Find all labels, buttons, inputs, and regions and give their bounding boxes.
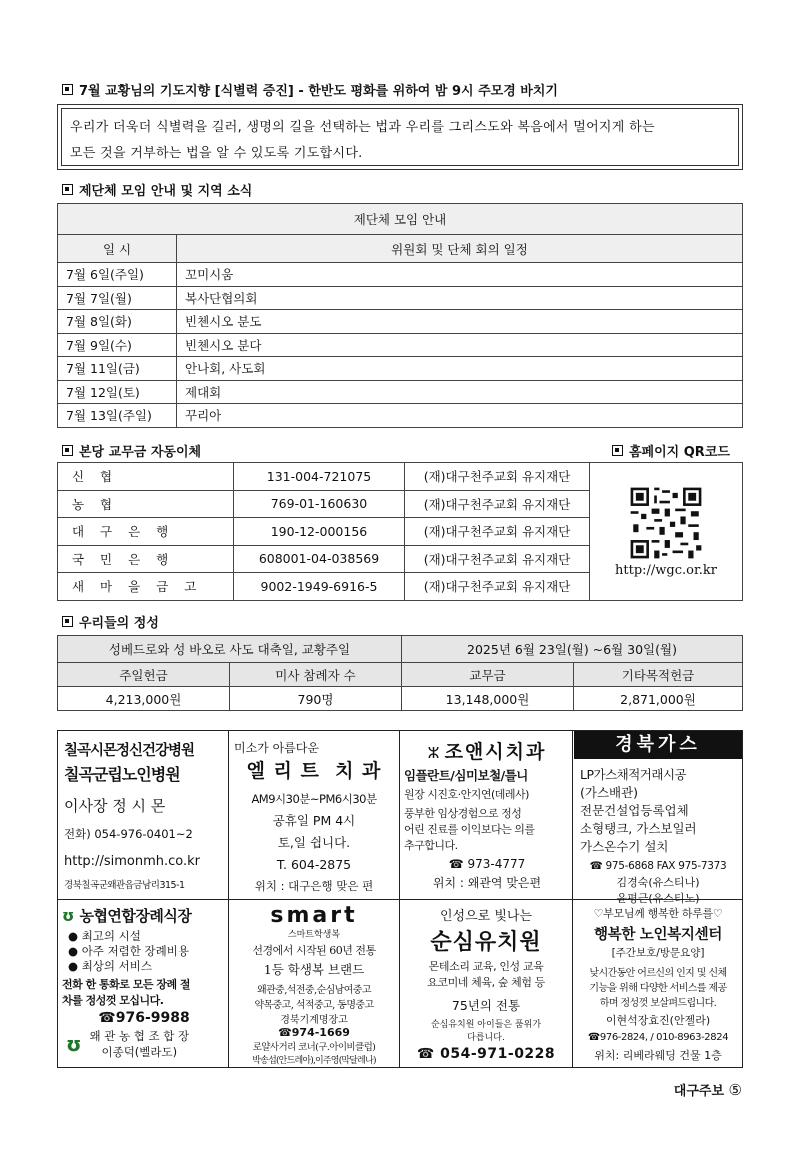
joanne-services: 임플란트/심미보철/틀니 <box>404 768 528 783</box>
account-number: 190-12-000156 <box>234 518 405 546</box>
square-bullet-icon <box>62 445 73 456</box>
smart-line-5: 경북기계명장고 <box>280 1015 348 1026</box>
table-row <box>58 357 743 381</box>
gas-person-2: 윤평근(유스티노) <box>616 892 700 905</box>
page-number: ⑤ <box>728 1081 742 1099</box>
meetings-heading-text: 제단체 모임 안내 및 지역 소식 <box>79 184 253 199</box>
gas-line-1: LP가스채적거래시공 <box>580 767 687 782</box>
list-item <box>68 959 226 974</box>
account-number: 608001-04-038569 <box>234 545 405 573</box>
account-holder: (재)대구천주교회 유지재단 <box>405 518 590 546</box>
nonghyup-logo-icon: ʊ <box>66 1032 82 1056</box>
kinder-line-4: 순심유치원 아이들은 품위가 <box>430 1020 542 1030</box>
bank-name: 새 마 을 금 고 <box>58 573 234 601</box>
page-footer <box>674 1080 742 1099</box>
gas-line-5: 가스온수기 설치 <box>580 839 669 854</box>
account-holder: (재)대구천주교회 유지재단 <box>405 545 590 573</box>
elder-desc-3: 하며 정성껏 보살펴드립니다. <box>599 998 717 1009</box>
table-row <box>58 333 743 357</box>
offerings-title-right: 2025년 6월 23일(월) ~6월 30일(월) <box>402 636 743 663</box>
elite-hours: AM9시30분~PM6시30분 <box>251 792 377 806</box>
offerings-table <box>57 635 743 711</box>
meeting-event: 제대회 <box>177 380 743 404</box>
footer-label: 대구주보 <box>673 1084 725 1099</box>
kinder-line-2: 요코미네 체육, 숲 체험 등 <box>427 976 545 989</box>
offering-value: 4,213,000원 <box>58 687 230 711</box>
kinder-tel: ☎ 054-971-0228 <box>416 1046 556 1062</box>
account-holder: (재)대구천주교회 유지재단 <box>405 490 590 518</box>
kinder-line-1: 몬테소리 교육, 인성 교육 <box>428 960 544 973</box>
joanne-tel: ☎ 973-4777 <box>448 857 526 871</box>
smart-line-6: 로얄사거리 코너(구.아이비클럽) <box>252 1042 376 1053</box>
hospital-phone: 전화) 054-976-0401~2 <box>64 827 193 841</box>
joanne-name: 조앤시치과 <box>444 741 547 763</box>
meeting-date: 7월 7일(월) <box>58 286 177 310</box>
prayer-heading <box>62 80 558 99</box>
tooth-icon: ⵣ <box>427 744 440 762</box>
bank-name: 국 민 은 행 <box>58 545 234 573</box>
elite-tel: T. 604-2875 <box>276 857 352 872</box>
account-holder: (재)대구천주교회 유지재단 <box>405 463 590 491</box>
table-row <box>58 310 743 334</box>
qr-url[interactable]: http://wgc.or.kr <box>615 562 717 578</box>
ad-joanne-dental <box>404 737 570 895</box>
gas-line-4: 소형탱크, 가스보일러 <box>580 821 697 836</box>
col-date-header: 일 시 <box>58 235 177 263</box>
hospital-director: 이사장 정 시 몬 <box>64 797 166 815</box>
joanne-doctors: 원장 시진호·안지연(데레사) <box>404 788 529 801</box>
table-row <box>58 286 743 310</box>
smart-line-1: 선경에서 시작된 60년 전통 <box>252 944 376 957</box>
smart-line-4: 약목중고, 석적중고, 동명중고 <box>254 1000 374 1011</box>
meetings-table <box>57 203 743 428</box>
meeting-date: 7월 13일(주일) <box>58 404 177 428</box>
bank-name: 대 구 은 행 <box>58 518 234 546</box>
funeral-benefit: 아주 저렴한 장례비용 <box>81 944 189 958</box>
gas-name: 경북가스 <box>574 731 742 759</box>
ad-kindergarten <box>402 905 570 1065</box>
bullet-icon: ● <box>68 944 79 958</box>
smart-line-7: 박송섭(안드레아),이주영(막달레나) <box>252 1056 376 1066</box>
hospital-name-1: 칠곡시몬정신건강병원 <box>64 742 195 759</box>
gas-line-3: 전문건설업등록업체 <box>580 803 689 818</box>
offering-header: 미사 참례자 수 <box>230 663 402 687</box>
elite-location: 위치 : 대구은행 맞은 편 <box>254 879 374 893</box>
list-item <box>68 944 226 959</box>
account-number: 131-004-721075 <box>234 463 405 491</box>
ad-funeral <box>62 905 226 1065</box>
elder-tel: ☎976-2824, / 010-8963-2824 <box>587 1032 729 1043</box>
smart-subtitle: 스마트학생복 <box>287 930 341 940</box>
kinder-name: 순심유치원 <box>430 930 542 955</box>
meeting-date: 7월 11일(금) <box>58 357 177 381</box>
offering-header: 기타목적헌금 <box>574 663 743 687</box>
meeting-date: 7월 8일(화) <box>58 310 177 334</box>
elder-location: 위치: 리베라웨딩 건물 1층 <box>594 1049 722 1062</box>
hospital-web[interactable]: http://simonmh.co.kr <box>64 854 200 869</box>
account-number: 769-01-160630 <box>234 490 405 518</box>
qr-cell <box>590 463 743 601</box>
qr-heading <box>612 441 730 460</box>
account-holder: (재)대구천주교회 유지재단 <box>405 573 590 601</box>
smart-logo: smart <box>270 903 358 928</box>
bullet-icon: ● <box>68 929 79 943</box>
elite-tagline: 미소가 아름다운 <box>234 741 319 755</box>
ad-elder-welfare <box>574 905 742 1065</box>
kinder-line-5: 다릅니다. <box>467 1033 505 1043</box>
meetings-heading <box>62 180 252 199</box>
ad-smart-uniform <box>230 905 398 1065</box>
prayer-heading-text: 7월 교황님의 기도지향 [식별력 증진] - 한반도 평화를 위하여 밤 9시 주모경 바치기 <box>79 84 558 99</box>
elder-subtitle: [주간보호/방문요양] <box>611 947 705 959</box>
gas-tel: ☎ 975-6868 FAX 975-7373 <box>589 860 727 872</box>
meeting-event: 복사단협의회 <box>177 286 743 310</box>
funeral-benefit: 최고의 시설 <box>81 929 141 943</box>
smart-line-2: 1등 학생복 브랜드 <box>263 962 365 977</box>
bullet-icon: ● <box>68 959 79 973</box>
ad-hospital <box>64 739 224 895</box>
funeral-person: 이종덕(벨라도) <box>101 1045 178 1059</box>
table-row <box>58 463 743 491</box>
meeting-event: 안나회, 사도회 <box>177 357 743 381</box>
offerings-heading-text: 우리들의 정성 <box>79 616 159 631</box>
elder-desc-2: 기능을 위해 다양한 서비스를 제공 <box>589 983 727 994</box>
ads-grid <box>57 730 743 1068</box>
col-event-header: 위원회 및 단체 회의 일정 <box>177 235 743 263</box>
smart-tel: ☎974-1669 <box>278 1026 350 1039</box>
funeral-benefit: 최상의 서비스 <box>81 959 153 973</box>
bank-heading-text: 본당 교무금 자동이체 <box>79 445 202 460</box>
table-row <box>58 380 743 404</box>
funeral-desc-2: 차를 정성껏 모십니다. <box>62 994 164 1007</box>
offering-header: 교무금 <box>402 663 574 687</box>
ad-elite-dental <box>232 739 396 895</box>
elder-name: 행복한 노인복지센터 <box>593 927 723 943</box>
joanne-desc-1: 풍부한 임상경험으로 정성 <box>404 807 522 820</box>
square-bullet-icon <box>612 445 623 456</box>
offering-value: 2,871,000원 <box>574 687 743 711</box>
prayer-box <box>57 104 743 170</box>
nonghyup-logo-icon: ʊ <box>62 906 75 925</box>
prayer-line-1: 우리가 더욱더 식별력을 길러, 생명의 길을 선택하는 법과 우리를 그리스도와 복음에서 멀어지게 하는 <box>70 120 655 135</box>
funeral-org: 왜 관 농 협 조 합 장 <box>89 1029 190 1043</box>
meeting-event: 꼬미시움 <box>177 263 743 287</box>
bank-name: 농 협 <box>58 490 234 518</box>
meeting-event: 빈첸시오 분다 <box>177 333 743 357</box>
meeting-date: 7월 12일(토) <box>58 380 177 404</box>
prayer-line-2: 모든 것을 거부하는 법을 알 수 있도록 기도합시다. <box>70 146 363 161</box>
offering-header: 주일헌금 <box>58 663 230 687</box>
funeral-tel: ☎976-9988 <box>98 1010 190 1026</box>
meeting-date: 7월 9일(수) <box>58 333 177 357</box>
hospital-address: 경북칠곡군왜관읍금남리315-1 <box>64 880 185 891</box>
hospital-name-2: 칠곡군립노인병원 <box>64 765 180 784</box>
bank-name: 신 협 <box>58 463 234 491</box>
elder-desc-1: 낮시간동안 어르신의 인지 및 신체 <box>589 968 727 979</box>
gas-line-2: (가스배관) <box>580 785 639 800</box>
meetings-table-title: 제단체 모임 안내 <box>58 204 743 235</box>
meeting-event: 빈첸시오 분도 <box>177 310 743 334</box>
offerings-heading <box>62 612 159 631</box>
square-bullet-icon <box>62 184 73 195</box>
joanne-desc-3: 추구합니다. <box>404 839 458 852</box>
funeral-desc-1: 전화 한 통화로 모든 장례 절 <box>62 978 191 991</box>
square-bullet-icon <box>62 84 73 95</box>
elite-closed: 토,일 쉽니다. <box>277 835 351 850</box>
list-item <box>68 929 226 944</box>
offering-value: 790명 <box>230 687 402 711</box>
joanne-desc-2: 어린 진료를 이익보다는 의를 <box>404 823 535 836</box>
offering-value: 13,148,000원 <box>402 687 574 711</box>
meeting-event: 꾸리아 <box>177 404 743 428</box>
bank-table <box>57 462 743 601</box>
offerings-title-left: 성베드로와 성 바오로 사도 대축일, 교황주일 <box>58 636 402 663</box>
square-bullet-icon <box>62 616 73 627</box>
qr-code-icon[interactable] <box>626 485 706 561</box>
ad-gas <box>574 731 742 905</box>
funeral-name: 농협연합장례식장 <box>79 907 192 925</box>
elite-name: 엘 리 트 치 과 <box>246 760 382 782</box>
table-row <box>58 263 743 287</box>
qr-heading-text: 홈페이지 QR코드 <box>629 445 730 460</box>
joanne-location: 위치 : 왜관역 맞은편 <box>432 876 542 890</box>
elder-tagline: ♡부모님께 행복한 하루를♡ <box>593 907 723 920</box>
bank-heading <box>62 441 201 460</box>
elite-holiday: 공휴일 PM 4시 <box>272 813 356 828</box>
kinder-tagline: 인성으로 빛나는 <box>439 909 533 924</box>
table-row <box>58 404 743 428</box>
smart-line-3: 왜관중,석전중,순심남여중고 <box>257 985 371 996</box>
elder-person: 이현석장효진(안젤라) <box>605 1014 711 1027</box>
gas-person-1: 김경숙(유스티나) <box>616 876 700 889</box>
account-number: 9002-1949-6916-5 <box>234 573 405 601</box>
kinder-line-3: 75년의 전통 <box>451 998 521 1013</box>
meeting-date: 7월 6일(주일) <box>58 263 177 287</box>
